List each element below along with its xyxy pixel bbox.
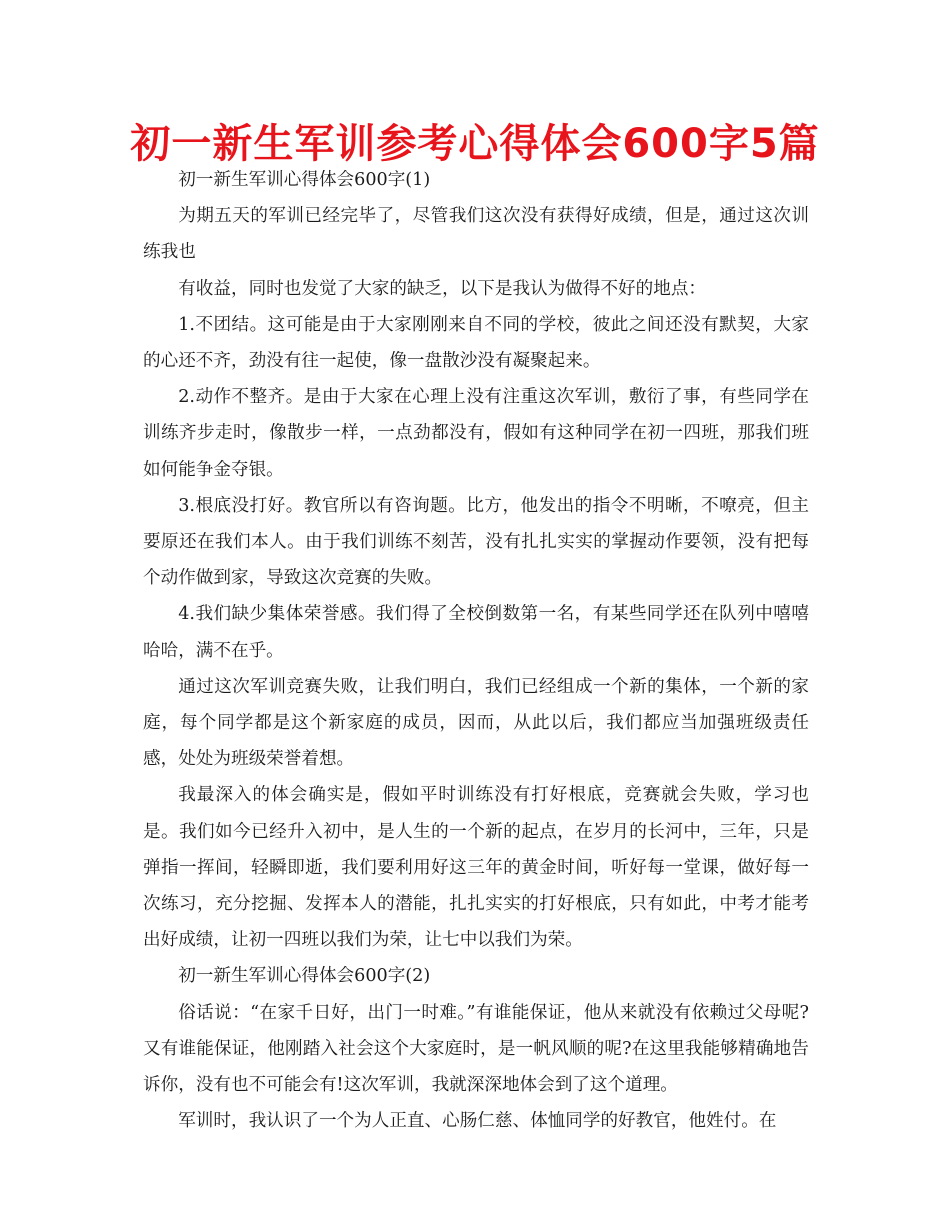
paragraph: 初一新生军训心得体会600字(1) bbox=[178, 170, 431, 190]
document-body bbox=[143, 162, 809, 1139]
paragraph: 俗话说：“在家千日好，出门一时难。”有谁能保证，他从来就没有依赖过父母呢?又有谁能保证，他刚踏入社会这个大家庭时，是一帆风顺的呢?在这里我能够精确地告诉你，没有也不可能会有!这次军训，我就深深地体会到了这个道理。 bbox=[143, 1002, 809, 1096]
paragraph: 2.动作不整齐。是由于大家在心理上没有注重这次军训，敷衍了事，有些同学在训练齐步走时，像散步一样，一点劲都没有，假如有这种同学在初一四班，那我们班如何能争金夺银。 bbox=[143, 387, 809, 480]
document-title: 初一新生军训参考心得体会600字5篇 bbox=[130, 121, 820, 167]
paragraph: 3.根底没打好。教官所以有咨询题。比方，他发出的指令不明晰，不嘹亮，但主要原还在我们本人。由于我们训练不刻苦，没有扎扎实实的掌握动作要领，没有把每个动作做到家，导致这次竞赛的失败。 bbox=[143, 495, 809, 589]
paragraph: 有收益，同时也发觉了大家的缺乏，以下是我认为做得不好的地点： bbox=[178, 278, 707, 299]
paragraph: 4.我们缺少集体荣誉感。我们得了全校倒数第一名，有某些同学还在队列中嘻嘻哈哈，满不在乎。 bbox=[143, 604, 809, 661]
paragraph: 我最深入的体会确实是，假如平时训练没有打好根底，竞赛就会失败，学习也是。我们如今已经升入初中，是人生的一个新的起点，在岁月的长河中，三年，只是弹指一挥间，轻瞬即逝，我们要利用好这三年的黄金时间，听好每一堂课，做好每一次练习，充分挖掘、发挥本人的潜能，扎扎实实的打好根底，只有如此，中考才能考出好成绩，让初一四班以我们为荣，让七中以我们为荣。 bbox=[143, 785, 809, 951]
paragraph: 初一新生军训心得体会600字(2) bbox=[178, 966, 431, 987]
paragraph: 为期五天的军训已经完毕了，尽管我们这次没有获得好成绩，但是，通过这次训练我也 bbox=[143, 206, 809, 263]
paragraph: 通过这次军训竞赛失败，让我们明白，我们已经组成一个新的集体，一个新的家庭，每个同学都是这个新家庭的成员，因而，从此以后，我们都应当加强班级责任感，处处为班级荣誉着想。 bbox=[143, 676, 809, 770]
paragraph: 军训时，我认识了一个为人正直、心肠仁慈、体恤同学的好教官，他姓付。在 bbox=[178, 1111, 777, 1132]
paragraph: 1.不团结。这可能是由于大家刚刚来自不同的学校，彼此之间还没有默契，大家的心还不齐，劲没有往一起使，像一盘散沙没有凝聚起来。 bbox=[143, 314, 809, 372]
